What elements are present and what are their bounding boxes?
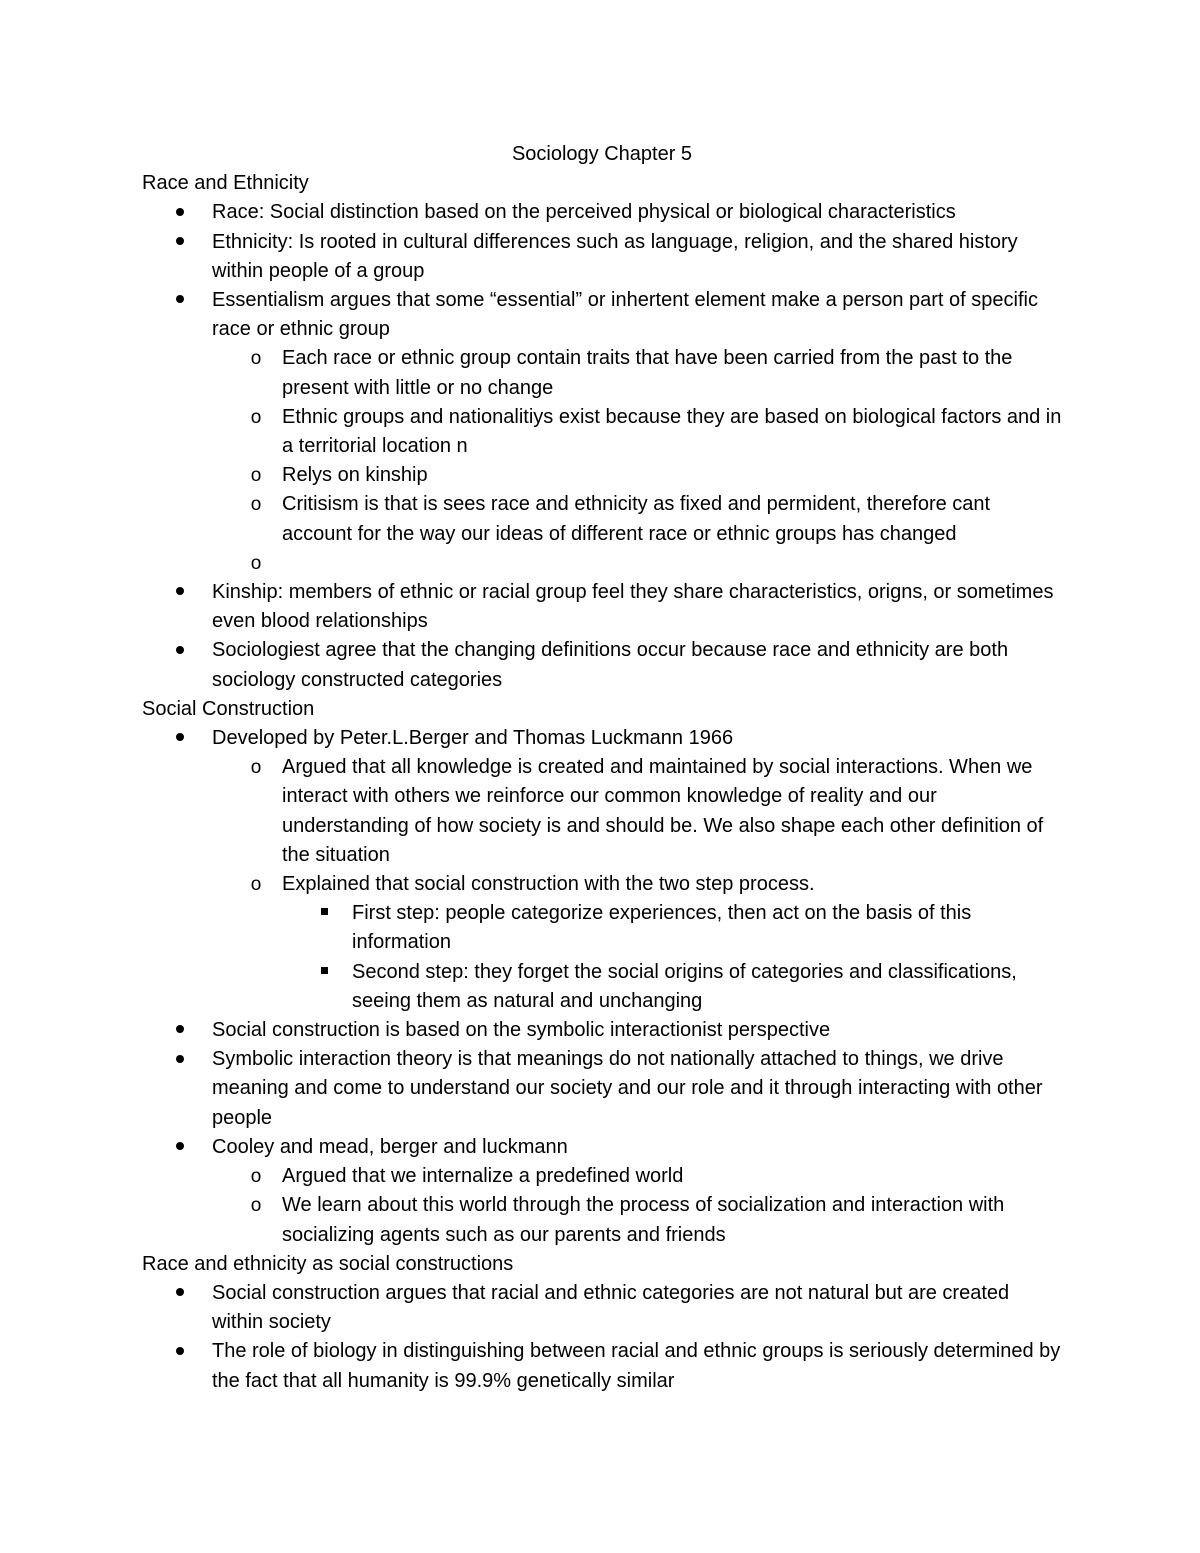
list-item	[142, 198, 1062, 227]
list-item-text: Each race or ethnic group contain traits that have been carried from the past to the present with little or no change	[282, 347, 1013, 399]
list-item-text: Essentialism argues that some “essential” or inhertent element make a person part of specific race or ethnic group	[212, 289, 1038, 341]
list-item	[142, 1133, 1062, 1162]
list-item-text: Ethnic groups and nationalitiys exist because they are based on biological factors and in a territorial location n	[282, 405, 1062, 458]
list-item	[142, 870, 1062, 899]
bullet-dot-icon	[170, 1016, 190, 1045]
bullet-circle-icon: o	[250, 494, 262, 516]
document-title: Sociology Chapter 5	[511, 143, 693, 165]
list-item-text: Critisism is that is sees race and ethnicity as fixed and permident, therefore cant account for the way our ideas of different race or ethnic groups has changed	[282, 493, 991, 545]
bullet-circle-icon: o	[250, 348, 262, 370]
list-item	[142, 490, 1062, 548]
bullet-circle-icon: o	[250, 1195, 262, 1217]
list-item	[142, 344, 1062, 402]
list-item-text: Cooley and mead, berger and luckmann	[212, 1135, 568, 1158]
list-item	[142, 1162, 1062, 1191]
list-item	[142, 1191, 1062, 1249]
bullet-circle-icon: o	[250, 406, 262, 428]
list-item-text: Social construction argues that racial and ethnic categories are not natural but are created within society	[212, 1281, 1010, 1334]
list-item-text: The role of biology in distinguishing between racial and ethnic groups is seriously determined by the fact that all humanity is 99.9% genetically similar	[212, 1340, 1061, 1392]
bullet-dot-icon	[170, 1045, 190, 1074]
list-item-text: Developed by Peter.L.Berger and Thomas Luckmann 1966	[212, 727, 734, 750]
bullet-dot-icon	[170, 724, 190, 753]
list-item	[142, 899, 1062, 957]
list-item-text: Ethnicity: Is rooted in cultural differences such as language, religion, and the shared history within people of a group	[212, 230, 1018, 282]
list-item	[142, 753, 1062, 870]
bullet-dot-icon	[170, 228, 190, 257]
bullet-circle-icon: o	[250, 552, 262, 574]
bullet-dot-icon	[170, 636, 190, 665]
list-item-text: Sociologiest agree that the changing definitions occur because race and ethnicity are both sociology constructed categories	[212, 639, 1009, 691]
list-item	[142, 1016, 1062, 1045]
list-item-text: Argued that all knowledge is created and maintained by social interactions. When we interact with others we reinforce our common knowledge of reality and our understanding of how society is and should be. We also shape each other definition of the situation	[282, 756, 1044, 866]
list-item	[142, 228, 1062, 286]
list-item	[142, 578, 1062, 636]
section-heading: Race and ethnicity as social constructions	[142, 1252, 514, 1275]
list-item-text: Explained that social construction with the two step process.	[282, 873, 815, 896]
list-item	[142, 724, 1062, 753]
list-item-text: Race: Social distinction based on the perceived physical or biological characteristics	[212, 201, 956, 224]
list-item	[142, 403, 1062, 461]
list-item	[142, 1045, 1062, 1133]
list-item	[142, 549, 1062, 578]
bullet-dot-icon	[170, 1279, 190, 1308]
section-heading: Race and Ethnicity	[142, 172, 309, 195]
bullet-circle-icon: o	[250, 874, 262, 896]
section-heading: Social Construction	[142, 697, 315, 720]
list-item	[142, 1279, 1062, 1337]
list-item-text: Kinship: members of ethnic or racial group feel they share characteristics, origns, or sometimes even blood relationships	[212, 581, 1054, 633]
list-item	[142, 286, 1062, 344]
document-page	[142, 140, 1062, 1396]
list-item-text: We learn about this world through the process of socialization and interaction with socializing agents such as our parents and friends	[282, 1194, 1005, 1246]
list-item-text: Relys on kinship	[282, 464, 428, 487]
bullet-dot-icon	[170, 198, 190, 227]
bullet-list	[142, 1279, 1062, 1396]
square-bullet-icon	[314, 899, 334, 928]
list-item-text: First step: people categorize experiences, then act on the basis of this information	[352, 902, 972, 954]
list-item	[142, 1337, 1062, 1395]
bullet-dot-icon	[170, 1337, 190, 1366]
bullet-circle-icon: o	[250, 757, 262, 779]
square-bullet-icon	[314, 958, 334, 987]
bullet-dot-icon	[170, 286, 190, 315]
bullet-dot-icon	[170, 578, 190, 607]
bullet-circle-icon: o	[250, 465, 262, 487]
list-item-text: Argued that we internalize a predefined world	[282, 1165, 684, 1188]
list-item	[142, 958, 1062, 1016]
list-item-text: Social construction is based on the symbolic interactionist perspective	[212, 1019, 831, 1042]
bullet-circle-icon: o	[250, 1166, 262, 1188]
document-body	[142, 169, 1062, 1396]
list-item	[142, 461, 1062, 490]
list-item	[142, 636, 1062, 694]
list-item-text: Second step: they forget the social origins of categories and classifications, seeing them as natural and unchanging	[352, 960, 1017, 1012]
list-item-text: Symbolic interaction theory is that meanings do not nationally attached to things, we drive meaning and come to understand our society and our role and it through interacting with other people	[212, 1048, 1043, 1129]
bullet-dot-icon	[170, 1133, 190, 1162]
bullet-list	[142, 724, 1062, 1250]
bullet-list	[142, 198, 1062, 694]
